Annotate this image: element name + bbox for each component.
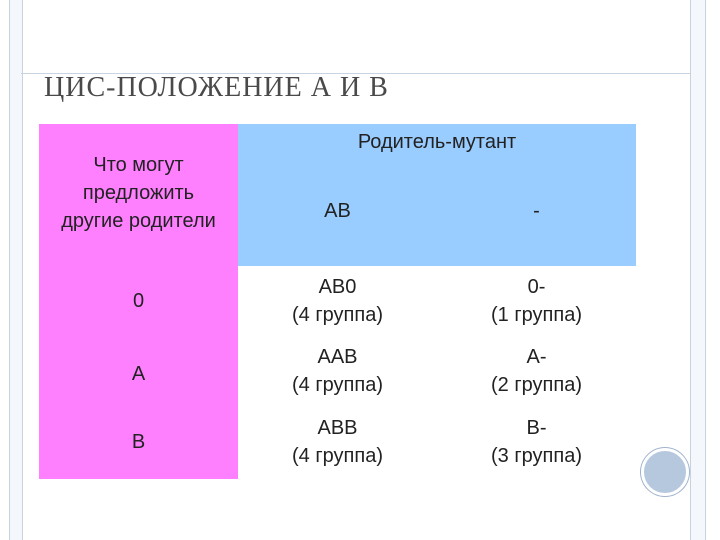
table-cell — [437, 414, 636, 470]
corner-header-line: Что могут — [93, 154, 184, 176]
slide-frame-right — [690, 0, 706, 540]
cell-genotype: ААВ — [317, 346, 358, 368]
table-cell — [238, 414, 437, 470]
corner-header — [39, 151, 238, 235]
cell-group: (4 группа) — [292, 445, 383, 467]
cell-group: (2 группа) — [491, 374, 582, 396]
table-cell — [238, 273, 437, 329]
column-header-ab: АВ — [324, 200, 351, 222]
row-label-b: В — [131, 431, 146, 453]
cell-genotype: А- — [526, 346, 547, 368]
cell-genotype: АВВ — [317, 417, 358, 439]
table-cell — [437, 343, 636, 399]
decorative-circle — [641, 448, 689, 496]
table-cell — [437, 273, 636, 329]
cell-group: (1 группа) — [491, 304, 582, 326]
column-header-dash: - — [533, 200, 540, 222]
cell-genotype: В- — [526, 417, 547, 439]
cell-genotype: АВ0 — [318, 276, 357, 298]
cell-group: (3 группа) — [491, 445, 582, 467]
row-label-0: 0 — [132, 290, 145, 312]
cell-group: (4 группа) — [292, 374, 383, 396]
corner-header-line: другие родители — [61, 210, 216, 232]
corner-header-line: предложить — [82, 182, 195, 204]
cell-group: (4 группа) — [292, 304, 383, 326]
table-cell — [238, 343, 437, 399]
slide-title: ЦИС-ПОЛОЖЕНИЕ А И В — [44, 72, 389, 103]
cell-genotype: 0- — [527, 276, 546, 298]
row-label-a: А — [131, 363, 146, 385]
slide-frame-left — [9, 0, 23, 540]
parent-header: Родитель-мутант — [357, 131, 517, 153]
